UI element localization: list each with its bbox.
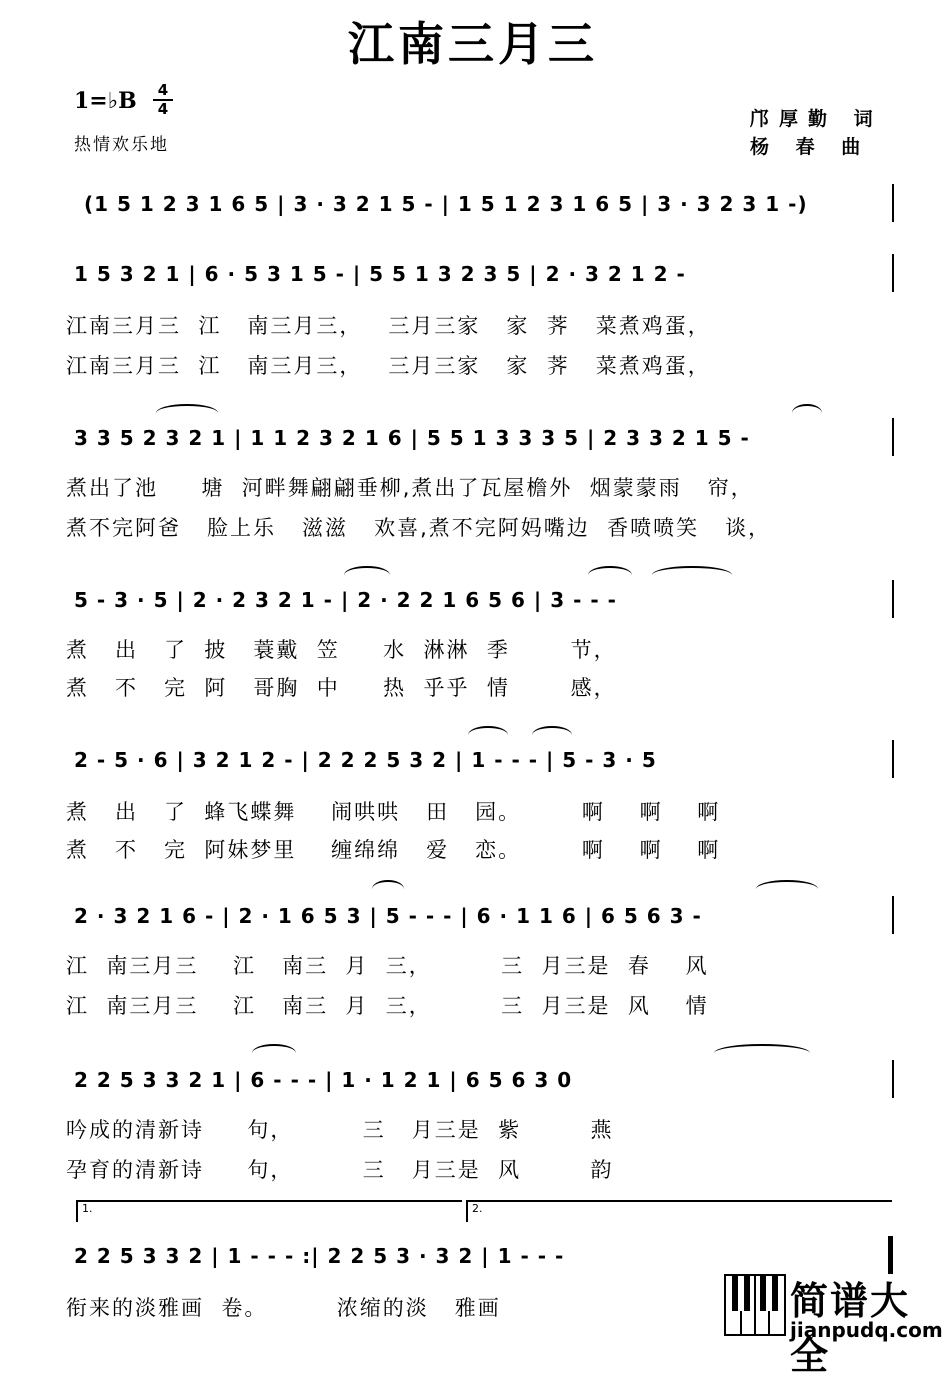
barline [892, 580, 894, 618]
composer-credit: 杨 春 曲 [750, 136, 871, 158]
barline [892, 740, 894, 778]
notes-row-intro [0, 184, 946, 224]
time-signature [150, 82, 176, 118]
volta-2: 2. [466, 1200, 892, 1222]
lyric-line-5b: 江 南三月三 江 南三 月 三， 三 月三是 风 情 [66, 994, 709, 1018]
barline [892, 254, 894, 292]
notes-row-4 [0, 740, 946, 780]
barline [892, 418, 894, 456]
lyric-line-2a: 煮出了池 塘 河畔舞翩翩垂柳,煮出了瓦屋檐外 烟蒙蒙雨 帘， [66, 476, 754, 500]
lyric-line-4a: 煮 出 了 蜂飞蝶舞 闹哄哄 田 园。 啊 啊 啊 [66, 800, 721, 824]
barline [892, 896, 894, 934]
notes-row-5 [0, 896, 946, 936]
lyric-line-6b: 孕育的清新诗 句， 三 月三是 风 韵 [66, 1158, 614, 1182]
key-signature: 1=♭B [74, 88, 137, 114]
volta-1: 1. [76, 1200, 462, 1222]
lyric-line-7a: 衔来的淡雅画 卷。 浓缩的淡 雅画 [66, 1296, 501, 1320]
lyric-line-2b: 煮不完阿爸 脸上乐 滋滋 欢喜,煮不完阿妈嘴边 香喷喷笑 谈， [66, 516, 772, 540]
barline [892, 184, 894, 222]
note-sequence: 3 3 5 2 3 2 1 | 1 1 2 3 2 1 6 | 5 5 1 3 3 3 5 | 2 3 3 2 1 5 - [74, 426, 750, 450]
time-sig-top: 4 [157, 81, 169, 99]
note-sequence: 1 5 3 2 1 | 6 · 5 3 1 5 - | 5 5 1 3 2 3 5 | 2 · 3 2 1 2 - [74, 262, 686, 286]
note-sequence: (1 5 1 2 3 1 6 5 | 3 · 3 2 1 5 - | 1 5 1 2 3 1 6 5 | 3 · 3 2 3 1 -) [84, 192, 808, 216]
lyric-line-3b: 煮 不 完 阿 哥胸 中 热 乎乎 情 感， [66, 676, 617, 700]
lyric-line-1a: 江南三月三 江 南三月三， 三月三家 家 荠 菜煮鸡蛋， [66, 314, 711, 338]
logo-text: 简谱大全 [790, 1279, 911, 1378]
lyric-line-3a: 煮 出 了 披 蓑戴 笠 水 淋淋 季 节， [66, 638, 617, 662]
piano-keys-icon [724, 1274, 786, 1336]
lyricist-credit: 邝厚勤 词 [750, 108, 883, 130]
note-sequence: 2 · 3 2 1 6 - | 2 · 1 6 5 3 | 5 - - - | 6 · 1 1 6 | 6 5 6 3 - [74, 904, 702, 928]
logo-url: jianpudq.com [790, 1318, 943, 1342]
note-sequence: 2 - 5 · 6 | 3 2 1 2 - | 2 2 2 5 3 2 | 1 - - - | 5 - 3 · 5 [74, 748, 657, 772]
note-sequence: 2 2 5 3 3 2 | 1 - - - :| 2 2 5 3 · 3 2 | 1 - - - [74, 1244, 565, 1268]
lyric-line-4b: 煮 不 完 阿妹梦里 缠绵绵 爱 恋。 啊 啊 啊 [66, 838, 721, 862]
notes-row-2 [0, 418, 946, 458]
notes-row-3 [0, 580, 946, 620]
page-title: 江南三月三 [348, 17, 598, 71]
notes-row-6 [0, 1060, 946, 1100]
tempo-marking: 热情欢乐地 [74, 135, 169, 155]
note-sequence: 5 - 3 · 5 | 2 · 2 3 2 1 - | 2 · 2 2 1 6 5 6 | 3 - - - [74, 588, 617, 612]
notes-row-1 [0, 254, 946, 294]
barline [892, 1060, 894, 1098]
lyric-line-1b: 江南三月三 江 南三月三， 三月三家 家 荠 菜煮鸡蛋， [66, 354, 711, 378]
final-barline [888, 1236, 893, 1274]
time-sig-bottom: 4 [157, 100, 169, 118]
lyric-line-5a: 江 南三月三 江 南三 月 三， 三 月三是 春 风 [66, 954, 709, 978]
note-sequence: 2 2 5 3 3 2 1 | 6 - - - | 1 · 1 2 1 | 6 5 6 3 0 [74, 1068, 573, 1092]
lyric-line-6a: 吟成的清新诗 句， 三 月三是 紫 燕 [66, 1118, 614, 1142]
